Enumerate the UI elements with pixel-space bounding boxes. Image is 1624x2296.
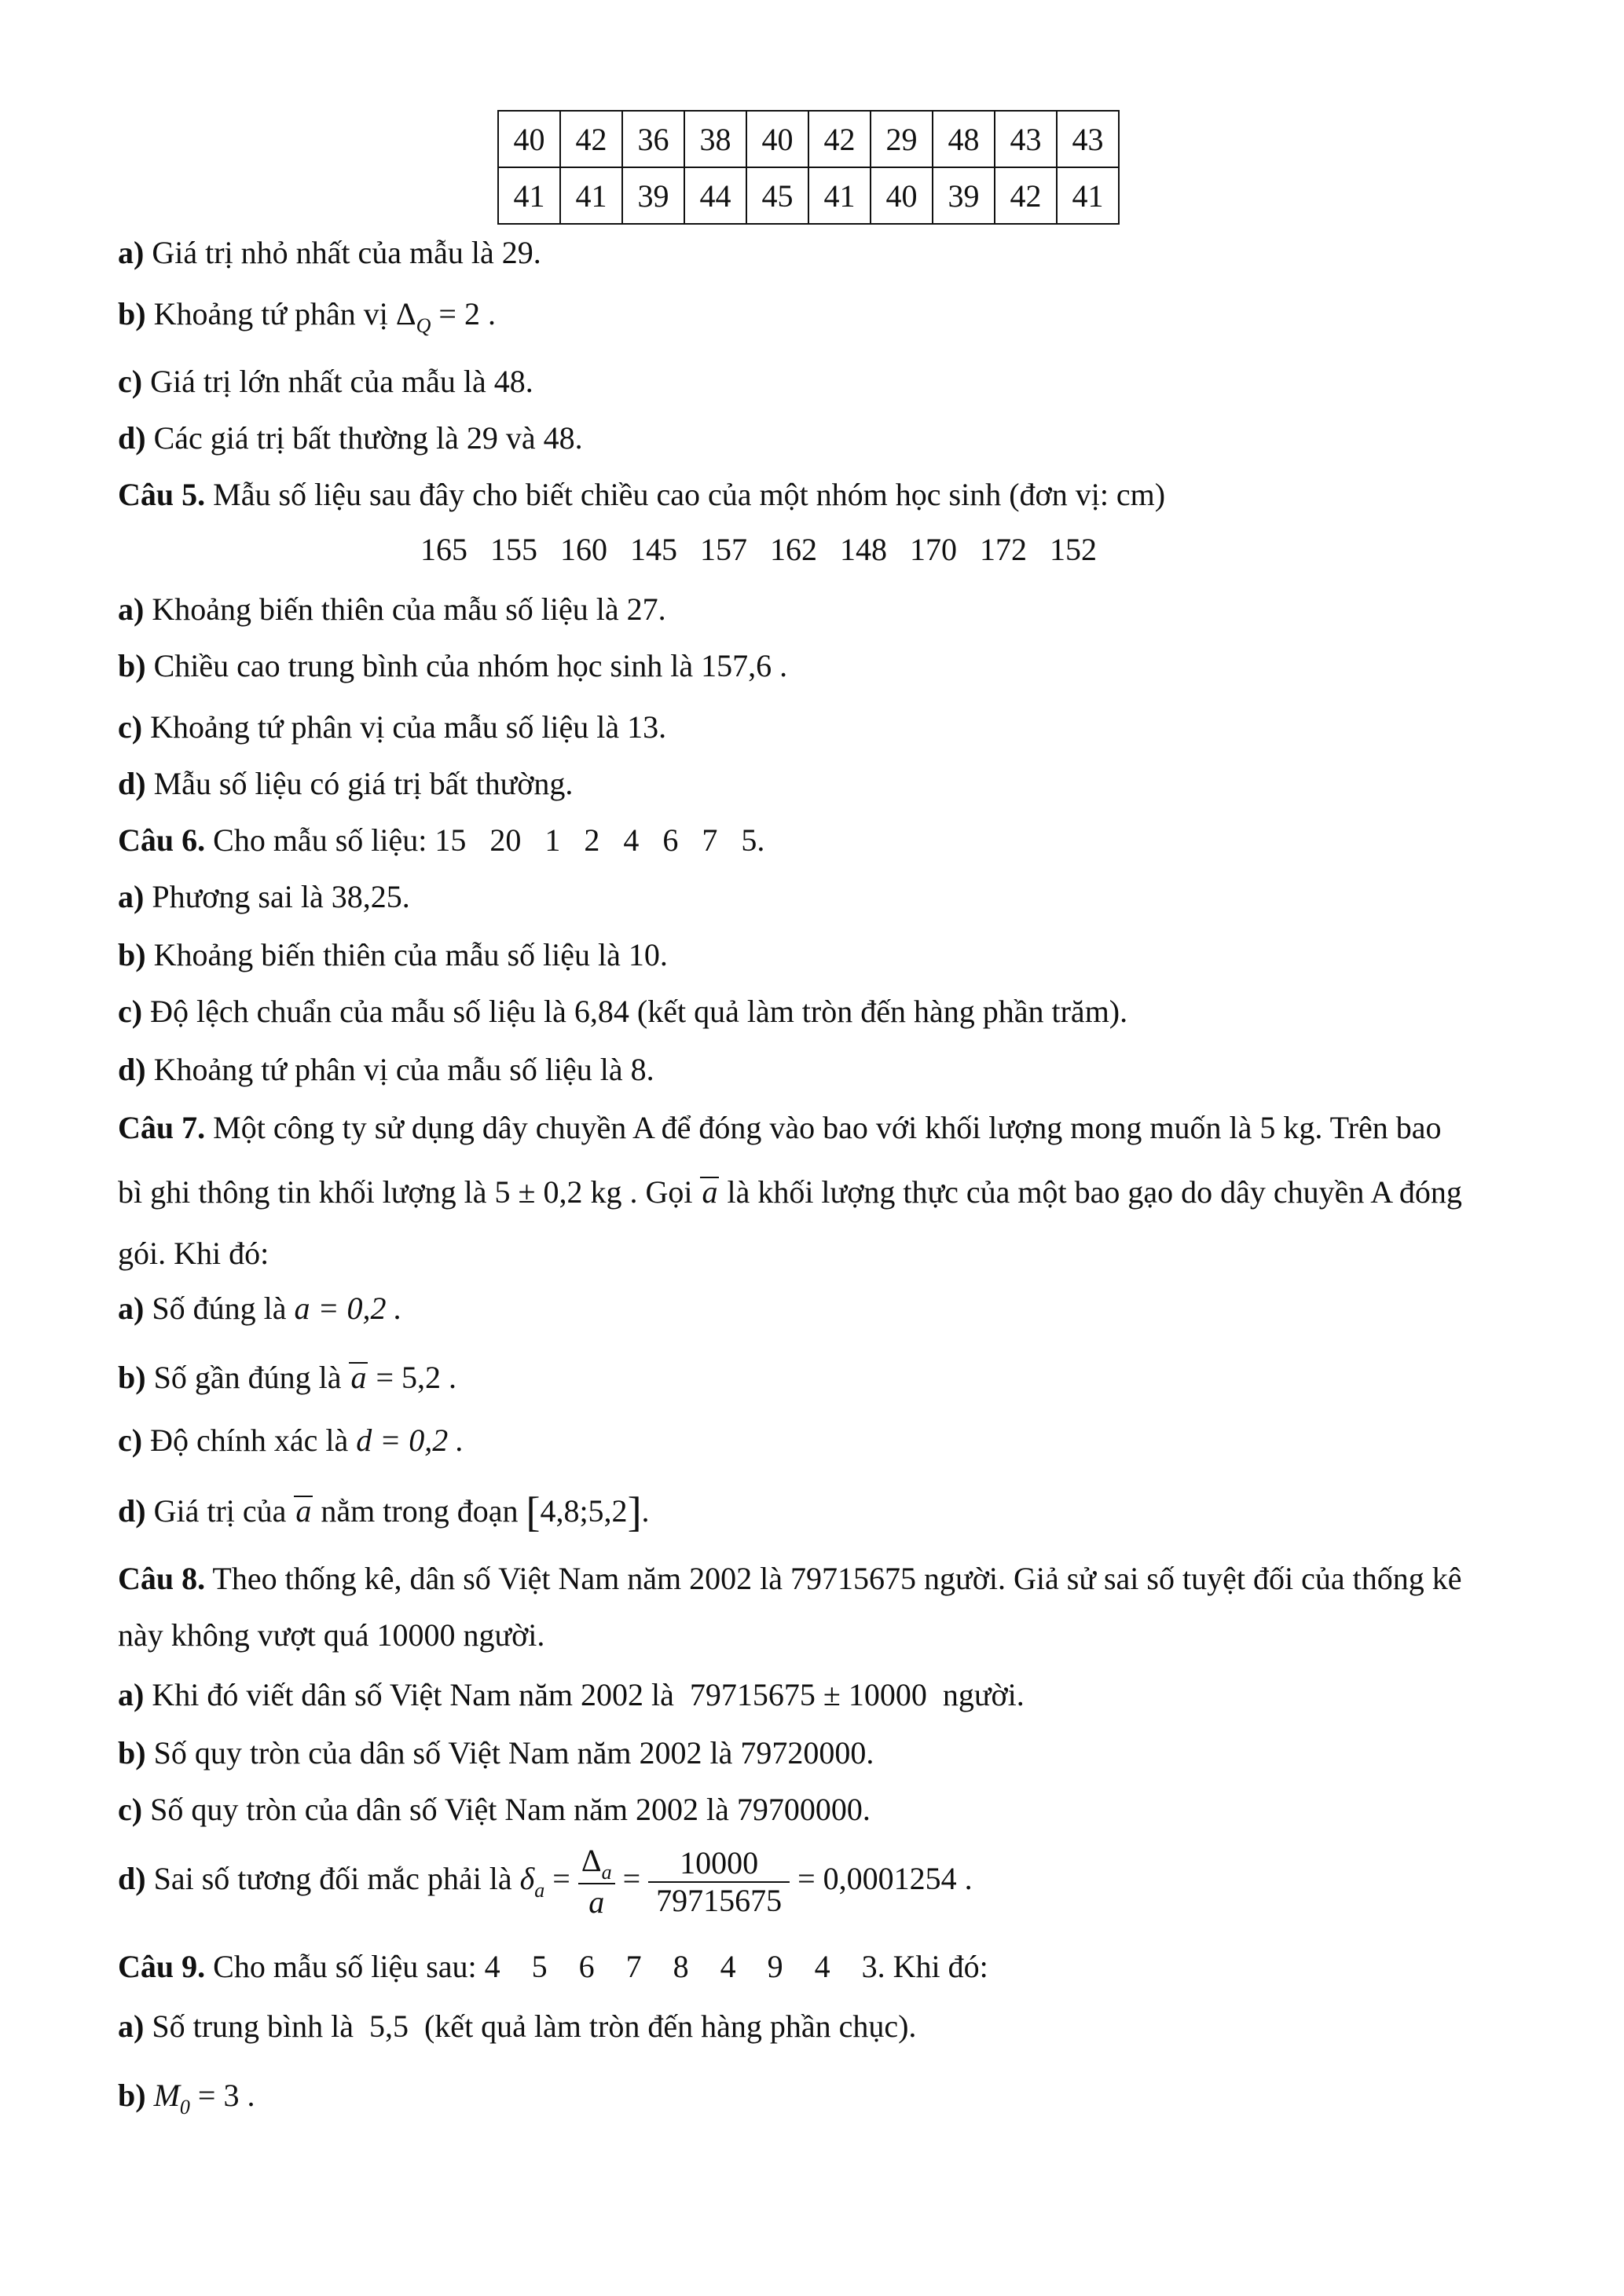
table-cell: 44 [684, 167, 746, 224]
q6-option-c: c) Độ lệch chuẩn của mẫu số liệu là 6,84 (kết quả làm tròn đến hàng phần trăm). [118, 994, 1128, 1029]
q7-stem-line3: gói. Khi đó: [118, 1236, 269, 1271]
table-cell: 41 [560, 167, 622, 224]
sample-value: 160 [560, 532, 607, 567]
table-cell: 40 [871, 167, 933, 224]
q7-stem-line2: bì ghi thông tin khối lượng là 5 ± 0,2 kg . Gọi a là khối lượng thực của một bao gạo do dây chuyền A đóng [118, 1174, 1462, 1210]
q6-option-b: b) Khoảng biến thiên của mẫu số liệu là 10. [118, 937, 668, 972]
q5-option-d: d) Mẫu số liệu có giá trị bất thường. [118, 766, 574, 801]
data-table [497, 110, 1120, 225]
sample-value: 170 [910, 532, 957, 567]
q9-option-a: a) Số trung bình là 5,5 (kết quả làm tròn đến hàng phần chục). [118, 2009, 917, 2044]
q7-stem-line1: Câu 7. Một công ty sử dụng dây chuyền A để đóng vào bao với khối lượng mong muốn là 5 kg. Trên bao [118, 1110, 1442, 1145]
q5-option-b: b) Chiều cao trung bình của nhóm học sinh là 157,6 . [118, 648, 788, 683]
table-cell: 41 [498, 167, 560, 224]
sample-value: 152 [1050, 532, 1097, 567]
table-cell: 48 [933, 111, 995, 167]
q8-option-d: d) Sai số tương đối mắc phải là $\delta_a$ = $\frac{\Delta_a}{a}$ = $\frac{10000}{79715675}$ = 0,0001254 . [118, 1843, 973, 1921]
q5-option-c: c) Khoảng tứ phân vị của mẫu số liệu là 13. [118, 709, 667, 745]
q5-values [420, 531, 1120, 569]
sample-value: 145 [630, 532, 677, 567]
table-cell: 42 [560, 111, 622, 167]
q9-stem: Câu 9. Cho mẫu số liệu sau: 4 5 6 7 8 4 9 4 3. Khi đó: [118, 1949, 988, 1984]
q8-option-b: b) Số quy tròn của dân số Việt Nam năm 2002 là 79720000. [118, 1735, 874, 1771]
q9-option-b: b) $M_0 = 3$ . [118, 2078, 255, 2118]
q4-option-d: d) Các giá trị bất thường là 29 và 48. [118, 420, 583, 456]
q8-option-a: a) Khi đó viết dân số Việt Nam năm 2002 là 79715675 ± 10000 người. [118, 1677, 1025, 1712]
table-cell: 45 [746, 167, 808, 224]
table-cell: 41 [1057, 167, 1119, 224]
sample-value: 148 [840, 532, 887, 567]
q8-stem-line1: Câu 8. Theo thống kê, dân số Việt Nam năm 2002 là 79715675 người. Giả sử sai số tuyệt đối của thống kê [118, 1561, 1462, 1596]
sample-value: 172 [980, 532, 1027, 567]
q5-option-a: a) Khoảng biến thiên của mẫu số liệu là 27. [118, 591, 666, 627]
q4-option-a: a) Giá trị nhỏ nhất của mẫu là 29. [118, 235, 541, 270]
q6-option-d: d) Khoảng tứ phân vị của mẫu số liệu là 8. [118, 1052, 654, 1087]
fraction-value: $\frac{10000}{79715675}$ [648, 1845, 790, 1919]
table-cell: 41 [808, 167, 871, 224]
q6-option-a: a) Phương sai là 38,25. [118, 879, 410, 914]
table-cell: 39 [622, 167, 684, 224]
table-cell: 39 [933, 167, 995, 224]
q8-stem-line2: này không vượt quá 10000 người. [118, 1617, 545, 1653]
q4-option-b: b) Khoảng tứ phân vị $\Delta_Q = 2$ . [118, 296, 496, 337]
table-cell: 38 [684, 111, 746, 167]
table-cell: 42 [808, 111, 871, 167]
q5-stem: Câu 5. Mẫu số liệu sau đây cho biết chiều cao của một nhóm học sinh (đơn vị: cm) [118, 477, 1166, 512]
table-cell: 29 [871, 111, 933, 167]
table-cell: 36 [622, 111, 684, 167]
q7-option-d: d) Giá trị của a nằm trong đoạn [4,8;5,2]. [118, 1489, 650, 1536]
table-cell: 42 [995, 167, 1057, 224]
q7-option-a: a) Số đúng là a = 0,2 . [118, 1291, 402, 1326]
q7-option-b: b) Số gần đúng là a = 5,2 . [118, 1360, 457, 1395]
sample-value: 162 [770, 532, 817, 567]
q8-option-c: c) Số quy tròn của dân số Việt Nam năm 2002 là 79700000. [118, 1792, 871, 1827]
q4-option-c: c) Giá trị lớn nhất của mẫu là 48. [118, 364, 533, 399]
sample-value: 155 [490, 532, 537, 567]
q7-option-c: c) Độ chính xác là d = 0,2 . [118, 1423, 464, 1458]
table-cell: 43 [1057, 111, 1119, 167]
q6-stem: Câu 6. Cho mẫu số liệu: 15 20 1 2 4 6 7 5. [118, 822, 765, 858]
table-cell: 43 [995, 111, 1057, 167]
table-cell: 40 [746, 111, 808, 167]
table-row [498, 111, 1119, 167]
fraction-delta-over-a: $\frac{\Delta_a}{a}$ [578, 1843, 615, 1921]
table-row [498, 167, 1119, 224]
sample-value: 165 [420, 532, 467, 567]
sample-value: 157 [700, 532, 747, 567]
table-cell: 40 [498, 111, 560, 167]
